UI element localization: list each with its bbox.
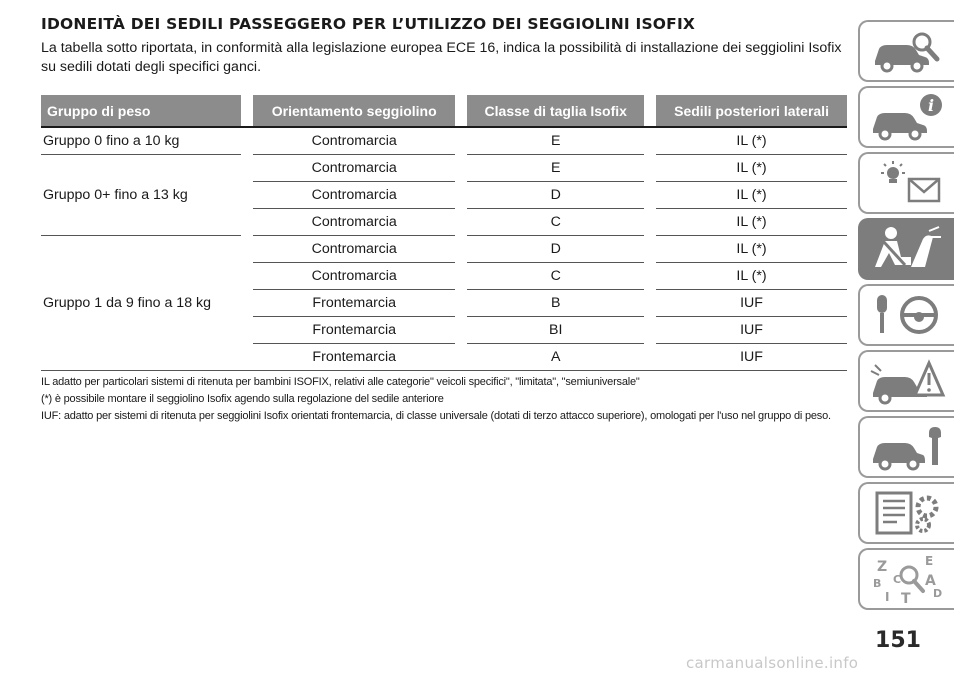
note-il: IL adatto per particolari sistemi di ritenuta per bambini ISOFIX, relativi alle categorie" veicoli specifici", "limitata", "semiuniversale" [41,376,640,388]
header-gap [241,95,253,128]
orientation-cell: Contromarcia [253,263,455,290]
chapter-tab-maintenance[interactable] [858,416,954,478]
weight-group-cell: Gruppo 0 fino a 10 kg [41,128,241,155]
car-search-icon [867,25,947,77]
header-seat-orientation: Orientamento seggiolino [253,95,455,128]
weight-group-cell: Gruppo 1 da 9 fino a 18 kg [41,236,241,371]
size-class-cell: E [467,128,644,155]
chapter-tab-safety[interactable] [858,218,954,280]
header-weight-group: Gruppo di peso [41,95,241,128]
section-heading: IDONEITÀ DEI SEDILI PASSEGGERO PER L’UTILIZZO DEI SEGGIOLINI ISOFIX [41,15,696,33]
intro-line-2: su sedili dotati degli specifici ganci. [41,59,262,75]
header-gap [455,95,467,128]
index-letter: B [873,577,882,590]
suitability-cell: IUF [656,317,847,344]
car-info-icon [867,91,947,143]
car-wrench-icon [867,421,947,473]
chapter-tab-technical-data[interactable] [858,482,954,544]
header-rear-side-seats: Sedili posteriori laterali [656,95,847,128]
specifications-gear-icon [867,487,947,539]
weight-group-cell: Gruppo 0+ fino a 13 kg [41,155,241,236]
header-gap [644,95,656,128]
orientation-cell: Contromarcia [253,182,455,209]
chapter-tab-info[interactable] [858,86,954,148]
svg-text:i: i [927,96,935,115]
chapter-tab-dashboard[interactable] [858,152,954,214]
orientation-cell: Contromarcia [253,236,455,263]
suitability-cell: IL (*) [656,128,847,155]
intro-paragraph [41,39,847,77]
suitability-cell: IL (*) [656,155,847,182]
orientation-cell: Contromarcia [253,128,455,155]
main-content [41,14,847,426]
chapter-tab-starting-driving[interactable] [858,284,954,346]
suitability-cell: IL (*) [656,263,847,290]
suitability-cell: IL (*) [656,236,847,263]
table-notes [41,375,847,424]
chapter-tab-index[interactable] [858,548,954,610]
suitability-cell: IL (*) [656,209,847,236]
orientation-cell: Frontemarcia [253,290,455,317]
table-header-row [41,95,847,128]
car-warning-icon [867,355,947,407]
size-class-cell: D [467,236,644,263]
table-row [41,155,847,182]
size-class-cell: B [467,290,644,317]
index-letter: T [901,591,911,605]
size-class-cell: C [467,263,644,290]
alphabetical-index-icon [867,553,947,605]
table-row [41,128,847,155]
isofix-table [41,95,847,371]
size-class-cell: BI [467,317,644,344]
index-letter: I [885,590,890,604]
header-size-class: Classe di taglia Isofix [467,95,644,128]
suitability-cell: IUF [656,290,847,317]
suitability-cell: IL (*) [656,182,847,209]
index-letter: E [925,554,934,568]
size-class-cell: D [467,182,644,209]
orientation-cell: Contromarcia [253,209,455,236]
note-iuf: IUF: adatto per sistemi di ritenuta per seggiolini Isofix orientati frontemarcia, di classe universale (dotati di terzo attacco superiore), omologati per l'uso nel gruppo di peso. [41,410,831,422]
orientation-cell: Contromarcia [253,155,455,182]
size-class-cell: A [467,344,644,371]
orientation-cell: Frontemarcia [253,317,455,344]
size-class-cell: C [467,209,644,236]
intro-line-1: La tabella sotto riportata, in conformità alla legislazione europea ECE 16, indica la possibilità di installazione dei seggiolini Isofix [41,40,842,56]
table-row [41,236,847,263]
warning-lights-icon [867,157,947,209]
chapter-sidebar [858,20,954,614]
note-asterisk: (*) è possibile montare il seggiolino Isofix agendo sulla regolazione del sedile anteriore [41,393,444,405]
index-letter: A [925,573,936,589]
key-steering-wheel-icon [867,289,947,341]
orientation-cell: Frontemarcia [253,344,455,371]
page-number: 151 [875,628,921,653]
chapter-tab-emergency[interactable] [858,350,954,412]
index-letter: D [933,587,943,600]
suitability-cell: IUF [656,344,847,371]
index-letter: C [893,573,902,586]
watermark: carmanualsonline.info [686,654,859,672]
seatbelt-airbag-icon [867,223,947,275]
chapter-tab-knowing-car[interactable] [858,20,954,82]
size-class-cell: E [467,155,644,182]
index-letter: Z [877,559,888,575]
